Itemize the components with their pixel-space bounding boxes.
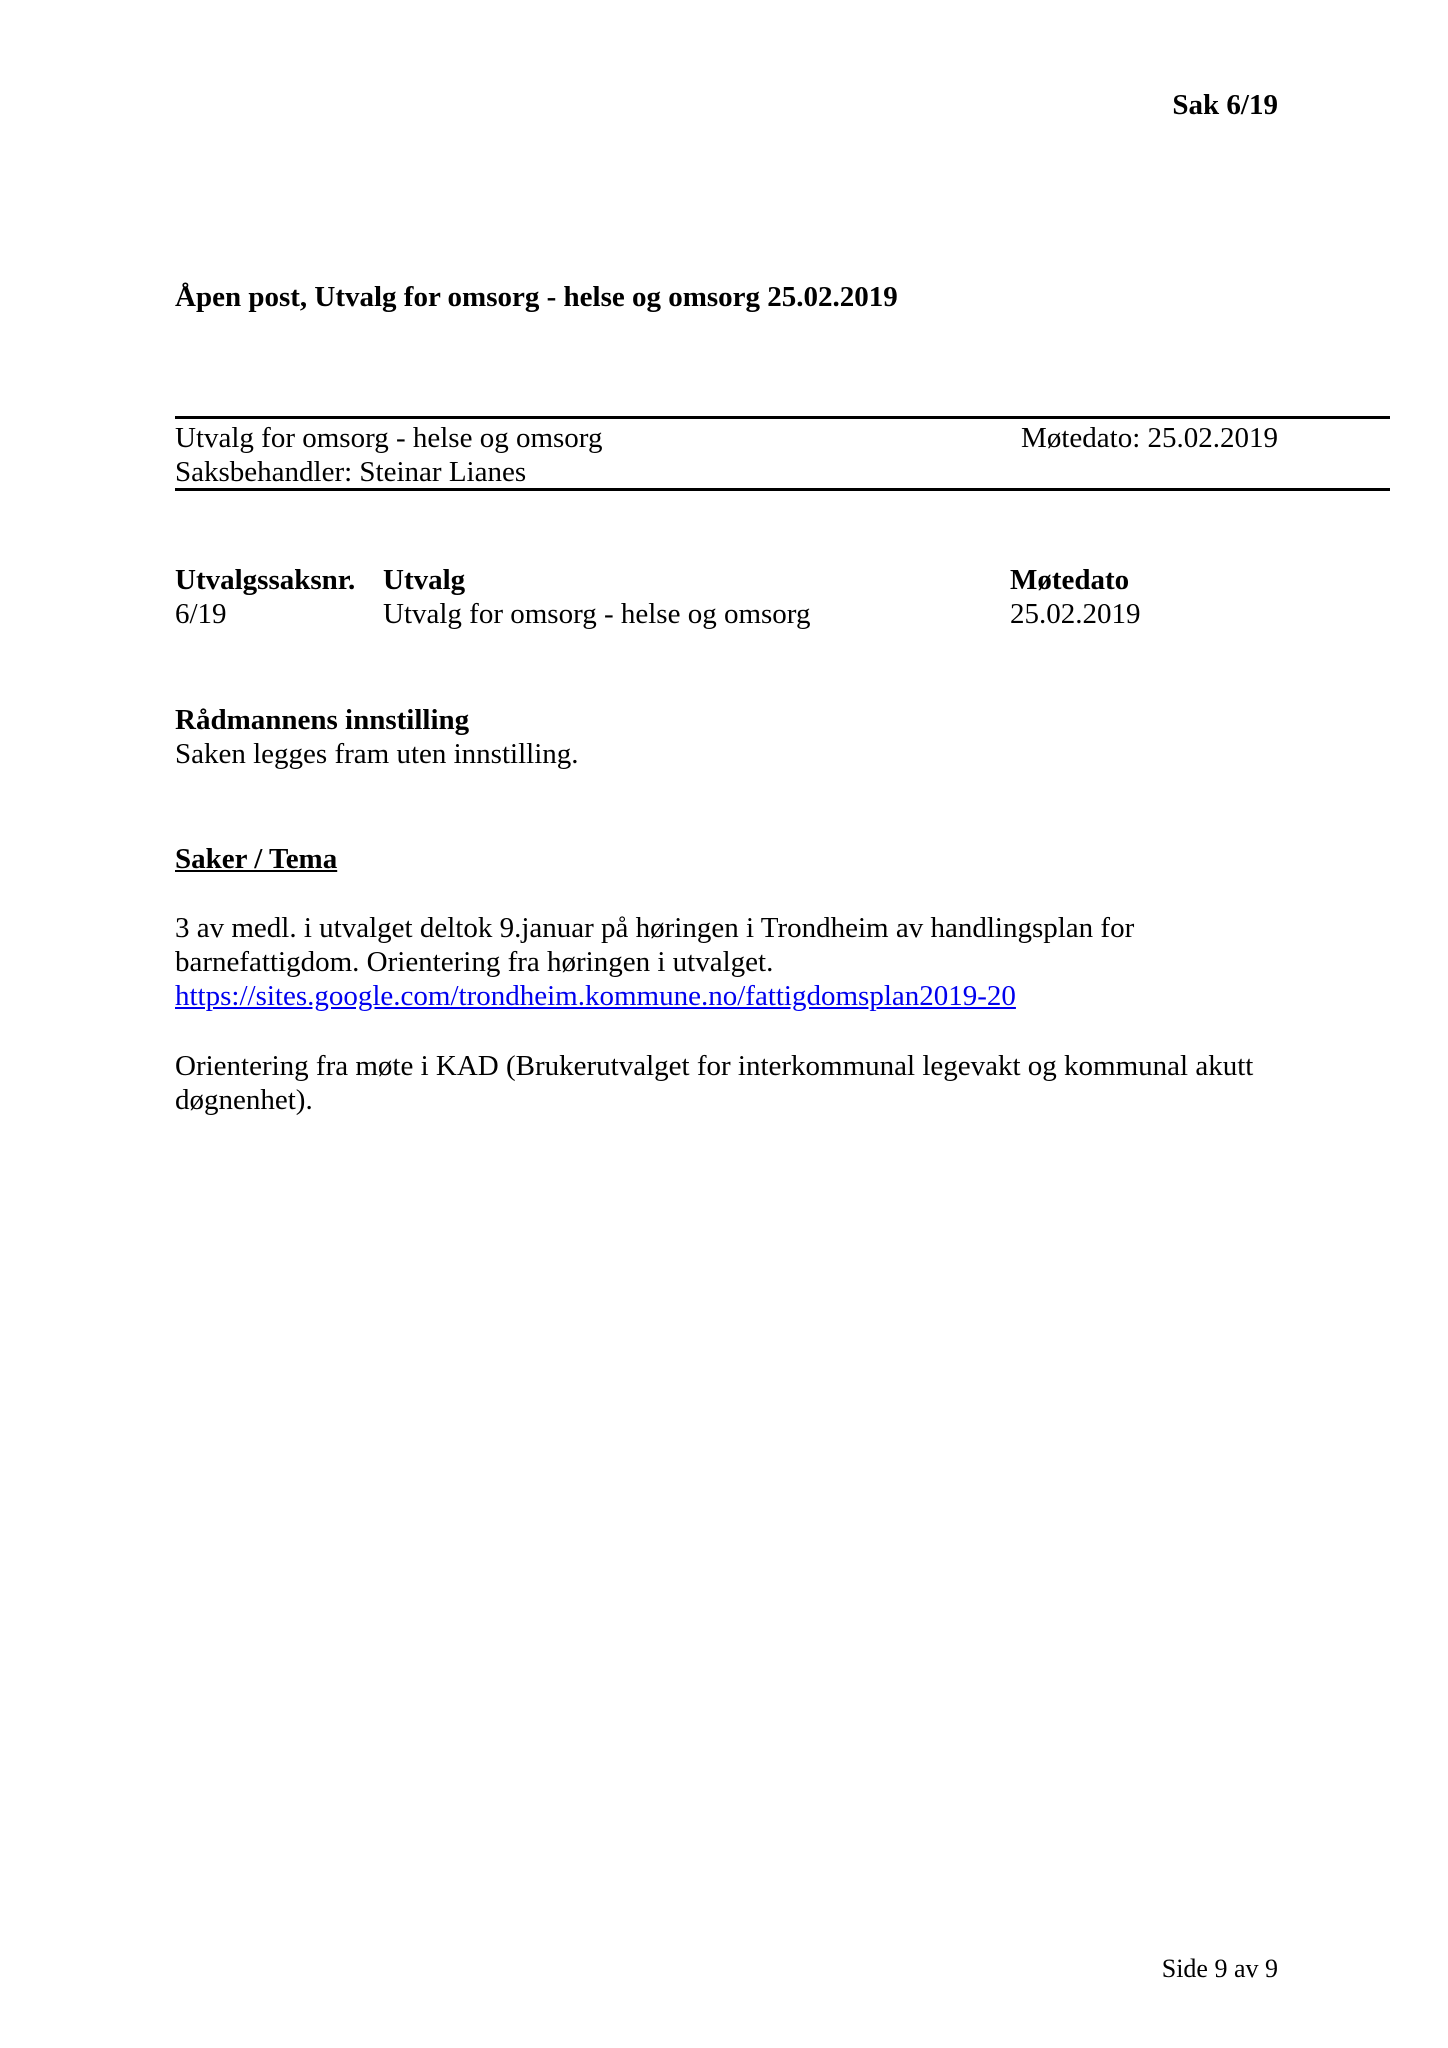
paragraph-line: 3 av medl. i utvalget deltok 9.januar på høringen i Trondheim av handlingsplan for: [175, 912, 1135, 944]
table-cell-committee: Utvalg for omsorg - helse og omsorg: [383, 598, 811, 630]
header-rule-top: [175, 416, 1390, 419]
plan-link[interactable]: https://sites.google.com/trondheim.kommune.no/fattigdomsplan2019-20: [175, 980, 1016, 1012]
recommendation-text: Saken legges fram uten innstilling.: [175, 738, 579, 770]
document-title: Åpen post, Utvalg for omsorg - helse og omsorg 25.02.2019: [175, 281, 898, 313]
table-header-case-number: Utvalgssaksnr.: [175, 564, 356, 596]
paragraph-line: barnefattigdom. Orientering fra høringen i utvalget.: [175, 946, 774, 978]
paragraph-line: døgnenhet).: [175, 1084, 313, 1116]
case-handler: Saksbehandler: Steinar Lianes: [175, 456, 527, 488]
paragraph-line: Orientering fra møte i KAD (Brukerutvalget for interkommunal legevakt og kommunal akutt: [175, 1050, 1254, 1082]
table-cell-case-number: 6/19: [175, 598, 227, 630]
table-header-committee: Utvalg: [383, 564, 466, 596]
case-number-label: Sak 6/19: [1172, 89, 1278, 121]
topics-heading: Saker / Tema: [175, 843, 338, 875]
meeting-date: Møtedato: 25.02.2019: [1021, 422, 1278, 454]
page-number: Side 9 av 9: [1161, 1954, 1278, 1983]
table-cell-meeting-date: 25.02.2019: [1010, 598, 1141, 630]
table-header-meeting-date: Møtedato: [1010, 564, 1130, 596]
header-rule-bottom: [175, 488, 1390, 491]
committee-name: Utvalg for omsorg - helse og omsorg: [175, 422, 603, 454]
recommendation-heading: Rådmannens innstilling: [175, 704, 470, 736]
